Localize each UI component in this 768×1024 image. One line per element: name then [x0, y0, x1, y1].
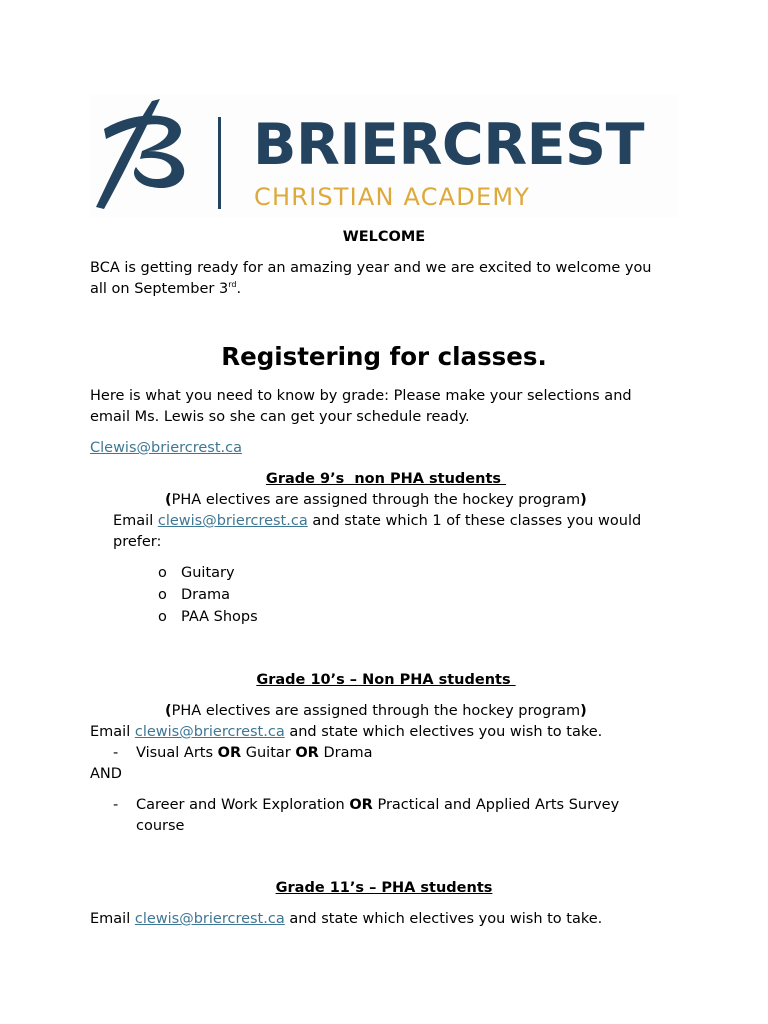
choice-drama: Drama: [318, 745, 373, 761]
paren-open: (: [165, 492, 172, 508]
paren-close: ): [580, 703, 587, 719]
logo-divider: [218, 117, 221, 209]
grade10-choice-2-line2: course: [136, 818, 185, 834]
ordinal-suffix: rd: [228, 280, 237, 289]
list-bullet: o: [158, 587, 167, 603]
grade10-heading: Grade 10’s – Non PHA students: [256, 672, 516, 688]
email-suffix: and state which 1 of these classes you would: [307, 513, 642, 529]
grade10-email-line: [90, 722, 602, 743]
grade9-option-3: PAA Shops: [181, 609, 258, 625]
email-suffix: and state which electives you wish to take.: [284, 724, 603, 740]
grade9-note: [165, 490, 587, 511]
grade11-heading: Grade 11’s – PHA students: [275, 880, 493, 896]
welcome-period: .: [236, 281, 242, 297]
paren-open: (: [165, 703, 172, 719]
or-keyword: OR: [217, 745, 242, 761]
grade9-email-line2: prefer:: [113, 534, 162, 550]
welcome-title: WELCOME: [342, 229, 426, 245]
paren-close: ): [580, 492, 587, 508]
grade10-note-text: PHA electives are assigned through the hockey program: [171, 703, 581, 719]
grade10-note: [165, 701, 587, 722]
welcome-text-line1: BCA is getting ready for an amazing year and we are excited to welcome you: [90, 260, 652, 276]
contact-email-link[interactable]: Clewis@briercrest.ca: [90, 440, 243, 456]
registering-heading: Registering for classes.: [221, 342, 547, 371]
briercrest-logo: [90, 95, 678, 217]
email-prefix: Email: [90, 911, 135, 927]
grade9-option-2: Drama: [181, 587, 231, 603]
email-suffix: and state which electives you wish to take.: [284, 911, 603, 927]
grade9-email-link[interactable]: clewis@briercrest.ca: [157, 513, 308, 529]
list-dash: -: [113, 797, 119, 813]
list-dash: -: [113, 745, 119, 761]
stylized-b-icon: [90, 95, 210, 217]
logo-wordmark-primary: BRIERCREST: [253, 112, 644, 178]
grade9-note-text: PHA electives are assigned through the hockey program: [171, 492, 581, 508]
welcome-date-text: all on September 3: [90, 281, 229, 297]
choice-guitar: Guitar: [241, 745, 296, 761]
list-bullet: o: [158, 609, 167, 625]
choice-visual-arts: Visual Arts: [136, 745, 218, 761]
choice-career-work: Career and Work Exploration: [136, 797, 350, 813]
or-keyword: OR: [295, 745, 319, 761]
choice-paa-survey: Practical and Applied Arts Survey: [372, 797, 620, 813]
grade9-option-1: Guitary: [181, 565, 235, 581]
or-keyword: OR: [349, 797, 373, 813]
grade9-email-line: [113, 511, 641, 532]
logo-wordmark-secondary: CHRISTIAN ACADEMY: [254, 183, 531, 211]
grade10-choice-1: [136, 743, 373, 764]
grade11-email-line: [90, 909, 602, 930]
and-keyword: AND: [90, 766, 122, 782]
grade10-email-link[interactable]: clewis@briercrest.ca: [134, 724, 285, 740]
contact-email-line: [90, 438, 242, 459]
grade10-choice-2: [136, 795, 619, 816]
email-prefix: Email: [113, 513, 158, 529]
intro-line2: email Ms. Lewis so she can get your schedule ready.: [90, 409, 470, 425]
email-prefix: Email: [90, 724, 135, 740]
grade11-email-link[interactable]: clewis@briercrest.ca: [134, 911, 285, 927]
grade9-heading: Grade 9’s non PHA students: [265, 471, 507, 487]
intro-line1: Here is what you need to know by grade: Please make your selections and: [90, 388, 632, 404]
list-bullet: o: [158, 565, 167, 581]
welcome-text-line2: [90, 279, 241, 300]
